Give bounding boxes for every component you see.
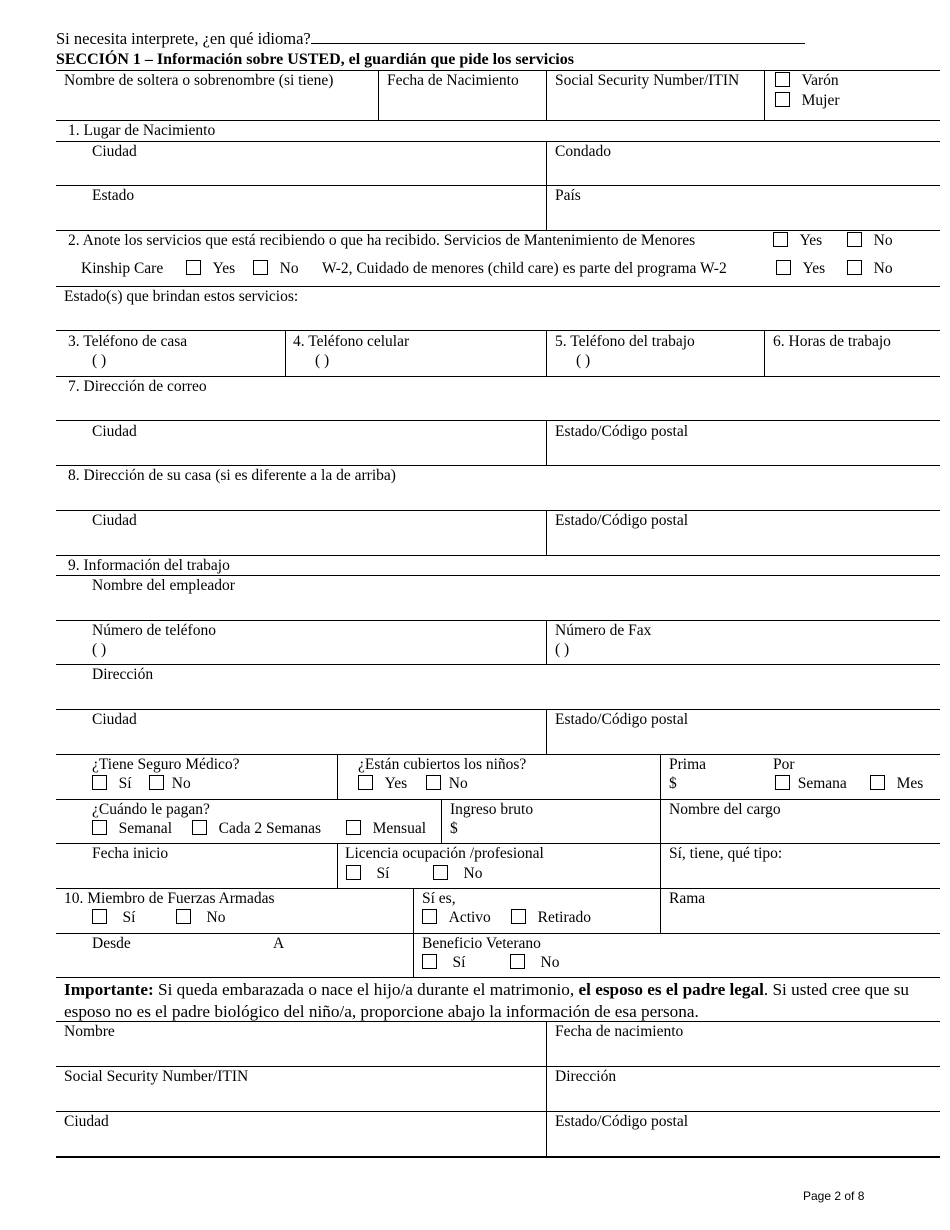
monthly-checkbox[interactable] [346, 820, 361, 835]
rule-v [660, 888, 661, 933]
rule-v [337, 843, 338, 888]
status-retired[interactable] [511, 909, 591, 927]
work-phone-paren: ( ) [576, 352, 591, 369]
father-ssn-label: Social Security Number/ITIN [64, 1068, 249, 1085]
father-city-label: Ciudad [64, 1113, 109, 1130]
rule-v [546, 510, 547, 555]
gross-income-dollar: $ [450, 820, 458, 837]
no-label: No [463, 865, 483, 882]
rule [56, 376, 940, 377]
birthplace-label: 1. Lugar de Nacimiento [68, 122, 216, 139]
weekly-checkbox[interactable] [92, 820, 107, 835]
birth-county-label: Condado [555, 143, 611, 160]
father-name-label: Nombre [64, 1023, 115, 1040]
kinship-no-checkbox[interactable] [253, 260, 268, 275]
rule [56, 555, 940, 556]
yes-label: Yes [212, 260, 236, 277]
important-text-1: Si queda embarazada o nace el hijo/a durante el matrimonio, [153, 980, 579, 999]
insurance-yes-checkbox[interactable] [92, 775, 107, 790]
w2-yes-checkbox[interactable] [776, 260, 791, 275]
home-address-label: 8. Dirección de su casa (si es diferente a la de arriba) [68, 467, 396, 484]
birth-state-label: Estado [92, 187, 135, 204]
fax-label: Número de Fax [555, 622, 652, 639]
weekly-label: Semanal [118, 820, 172, 837]
license-yes-checkbox[interactable] [346, 865, 361, 880]
yes-label: Sí [122, 909, 136, 926]
armed-yes-checkbox[interactable] [92, 909, 107, 924]
active-checkbox[interactable] [422, 909, 437, 924]
veteran-yes-checkbox[interactable] [422, 954, 437, 969]
male-label: Varón [801, 72, 839, 89]
to-label: A [273, 935, 285, 952]
armed-forces-yes[interactable] [92, 909, 135, 927]
rule-v [546, 709, 547, 754]
employer-state-zip-label: Estado/Código postal [555, 711, 689, 728]
female-option[interactable] [775, 92, 840, 110]
rule [56, 70, 940, 71]
month-label: Mes [896, 775, 924, 792]
pay-weekly[interactable] [92, 820, 172, 838]
active-label: Activo [448, 909, 491, 926]
biweekly-checkbox[interactable] [192, 820, 207, 835]
rule [56, 286, 940, 287]
rule-v [285, 330, 286, 376]
insurance-question: ¿Tiene Seguro Médico? [92, 756, 240, 773]
yes-label: Yes [802, 260, 826, 277]
employer-address-label: Dirección [92, 666, 154, 683]
maiden-name-label: Nombre de soltera o sobrenombre (si tiene) [64, 72, 334, 89]
rule-v [764, 330, 765, 376]
w2-label: W-2, Cuidado de menores (child care) es parte del programa W-2 [322, 260, 727, 277]
no-label: No [873, 260, 893, 277]
interpreter-language-field[interactable] [311, 43, 805, 44]
important-bold: el esposo es el padre legal [578, 980, 764, 999]
veteran-yes[interactable] [422, 954, 465, 972]
week-label: Semana [797, 775, 847, 792]
rule [56, 120, 940, 121]
license-label: Licencia ocupación /profesional [345, 845, 544, 862]
retired-checkbox[interactable] [511, 909, 526, 924]
employer-city-label: Ciudad [92, 711, 137, 728]
monthly-label: Mensual [372, 820, 427, 837]
armed-no-checkbox[interactable] [176, 909, 191, 924]
cell-phone-paren: ( ) [315, 352, 330, 369]
rule-v [413, 888, 414, 977]
rule-v [764, 70, 765, 120]
rule [56, 664, 940, 665]
child-support-yes-checkbox[interactable] [773, 232, 788, 247]
father-state-zip-label: Estado/Código postal [555, 1113, 689, 1130]
female-label: Mujer [801, 92, 840, 109]
children-yes-checkbox[interactable] [358, 775, 373, 790]
branch-label: Rama [669, 890, 706, 907]
from-label: Desde [92, 935, 131, 952]
no-label: No [448, 775, 468, 792]
male-option[interactable] [775, 72, 839, 90]
pay-monthly[interactable] [346, 820, 426, 838]
home-city-label: Ciudad [92, 512, 137, 529]
rule-v [546, 420, 547, 465]
birth-city-label: Ciudad [92, 143, 137, 160]
rule [56, 799, 940, 800]
per-month[interactable] [870, 775, 923, 793]
license-no-checkbox[interactable] [433, 865, 448, 880]
w2-yes[interactable] [776, 260, 825, 278]
children-covered-question: ¿Están cubiertos los niños? [358, 756, 527, 773]
rule [56, 1066, 940, 1067]
ssn-label: Social Security Number/ITIN [555, 72, 740, 89]
kinship-no[interactable] [253, 260, 299, 278]
fax-paren: ( ) [555, 641, 570, 658]
mailing-address-label: 7. Dirección de correo [68, 378, 207, 395]
cell-phone-label: 4. Teléfono celular [293, 333, 410, 350]
per-week[interactable] [775, 775, 847, 793]
home-state-zip-label: Estado/Código postal [555, 512, 689, 529]
kinship-yes-checkbox[interactable] [186, 260, 201, 275]
rule [56, 330, 940, 331]
interpreter-question-label: Si necesita interprete, ¿en qué idioma? [56, 29, 311, 48]
rule [56, 230, 940, 231]
work-hours-label: 6. Horas de trabajo [773, 333, 891, 350]
pay-biweekly[interactable] [192, 820, 321, 838]
no-label: No [206, 909, 226, 926]
week-checkbox[interactable] [775, 775, 790, 790]
veteran-no-checkbox[interactable] [510, 954, 525, 969]
employer-phone-label: Número de teléfono [92, 622, 216, 639]
employer-phone-paren: ( ) [92, 641, 107, 658]
employer-label: Nombre del empleador [92, 577, 235, 594]
rule [56, 185, 940, 186]
license-yes[interactable] [346, 865, 389, 883]
rule [56, 141, 940, 142]
job-info-label: 9. Información del trabajo [68, 557, 230, 574]
yes-label: Yes [799, 232, 823, 249]
retired-label: Retirado [537, 909, 591, 926]
w2-no-checkbox[interactable] [847, 260, 862, 275]
home-phone-label: 3. Teléfono de casa [68, 333, 188, 350]
services-label: 2. Anote los servicios que está recibiendo o que ha recibido. Servicios de Mantenimiento de Menores [68, 232, 696, 249]
child-support-yes[interactable] [773, 232, 822, 250]
rule [56, 575, 940, 576]
rule-v [546, 141, 547, 230]
yes-label: Sí [118, 775, 132, 792]
rule-v [441, 799, 442, 843]
premium-dollar: $ [669, 775, 677, 792]
no-label: No [873, 232, 893, 249]
rule-v [546, 1021, 547, 1156]
rule [56, 754, 940, 755]
states-services-label: Estado(s) que brindan estos servicios: [64, 288, 299, 305]
biweekly-label: Cada 2 Semanas [218, 820, 322, 837]
important-text-2: . Si usted cree que su esposo no es el padre biológico del niño/a, proporcione abajo la información de esa persona. [64, 980, 909, 1021]
father-dob-label: Fecha de nacimiento [555, 1023, 684, 1040]
rule-v [660, 754, 661, 799]
rule [56, 977, 940, 978]
rule-v [660, 843, 661, 888]
mailing-city-label: Ciudad [92, 423, 137, 440]
important-label: Importante: [64, 980, 154, 999]
child-support-no-checkbox[interactable] [847, 232, 862, 247]
no-label: No [171, 775, 191, 792]
father-address-label: Dirección [555, 1068, 617, 1085]
veteran-benefit-label: Beneficio Veterano [422, 935, 541, 952]
child-support-no[interactable] [847, 232, 893, 250]
rule-v [337, 754, 338, 799]
job-title-label: Nombre del cargo [669, 801, 781, 818]
insurance-no-checkbox[interactable] [149, 775, 164, 790]
birth-date-label: Fecha de Nacimiento [387, 72, 519, 89]
rule [56, 420, 940, 421]
w2-no[interactable] [847, 260, 893, 278]
yes-label: Sí [452, 954, 466, 971]
rule [56, 933, 940, 934]
start-date-label: Fecha inicio [92, 845, 169, 862]
if-yes-label: Sí es, [422, 890, 456, 907]
veteran-no[interactable] [510, 954, 559, 972]
gross-income-label: Ingreso bruto [450, 801, 534, 818]
armed-forces-label: 10. Miembro de Fuerzas Armadas [64, 890, 275, 907]
insurance-no[interactable] [149, 775, 191, 793]
rule-v [660, 799, 661, 843]
interpreter-question [56, 30, 805, 48]
rule-v [546, 70, 547, 120]
license-no[interactable] [433, 865, 482, 883]
section-title: SECCIÓN 1 – Información sobre USTED, el guardián que pide los servicios [56, 51, 574, 68]
important-note [64, 979, 944, 1023]
no-label: No [540, 954, 560, 971]
work-phone-label: 5. Teléfono del trabajo [555, 333, 695, 350]
mailing-state-zip-label: Estado/Código postal [555, 423, 689, 440]
yes-label: Yes [384, 775, 408, 792]
status-active[interactable] [422, 909, 491, 927]
rule-v [546, 330, 547, 376]
rule [56, 465, 940, 466]
female-checkbox[interactable] [775, 92, 790, 107]
per-label: Por [773, 756, 795, 773]
birth-country-label: País [555, 187, 581, 204]
children-no-checkbox[interactable] [426, 775, 441, 790]
rule [56, 888, 940, 889]
premium-label: Prima [669, 756, 707, 773]
rule-bottom [56, 1156, 940, 1158]
insurance-yes[interactable] [92, 775, 132, 793]
page-number: Page 2 of 8 [803, 1189, 865, 1203]
yes-label: Sí [376, 865, 390, 882]
children-covered-no[interactable] [426, 775, 468, 793]
home-phone-paren: ( ) [92, 352, 107, 369]
rule-v [378, 70, 379, 120]
rule [56, 620, 940, 621]
pay-frequency-question: ¿Cuándo le pagan? [92, 801, 210, 818]
rule-v [546, 620, 547, 664]
kinship-yes[interactable] [186, 260, 235, 278]
rule [56, 709, 940, 710]
rule [56, 510, 940, 511]
children-covered-yes[interactable] [358, 775, 407, 793]
month-checkbox[interactable] [870, 775, 885, 790]
male-checkbox[interactable] [775, 72, 790, 87]
rule [56, 1111, 940, 1112]
no-label: No [279, 260, 299, 277]
kinship-label: Kinship Care [81, 260, 164, 277]
rule [56, 843, 940, 844]
armed-forces-no[interactable] [176, 909, 225, 927]
license-type-label: Sí, tiene, qué tipo: [669, 845, 783, 862]
